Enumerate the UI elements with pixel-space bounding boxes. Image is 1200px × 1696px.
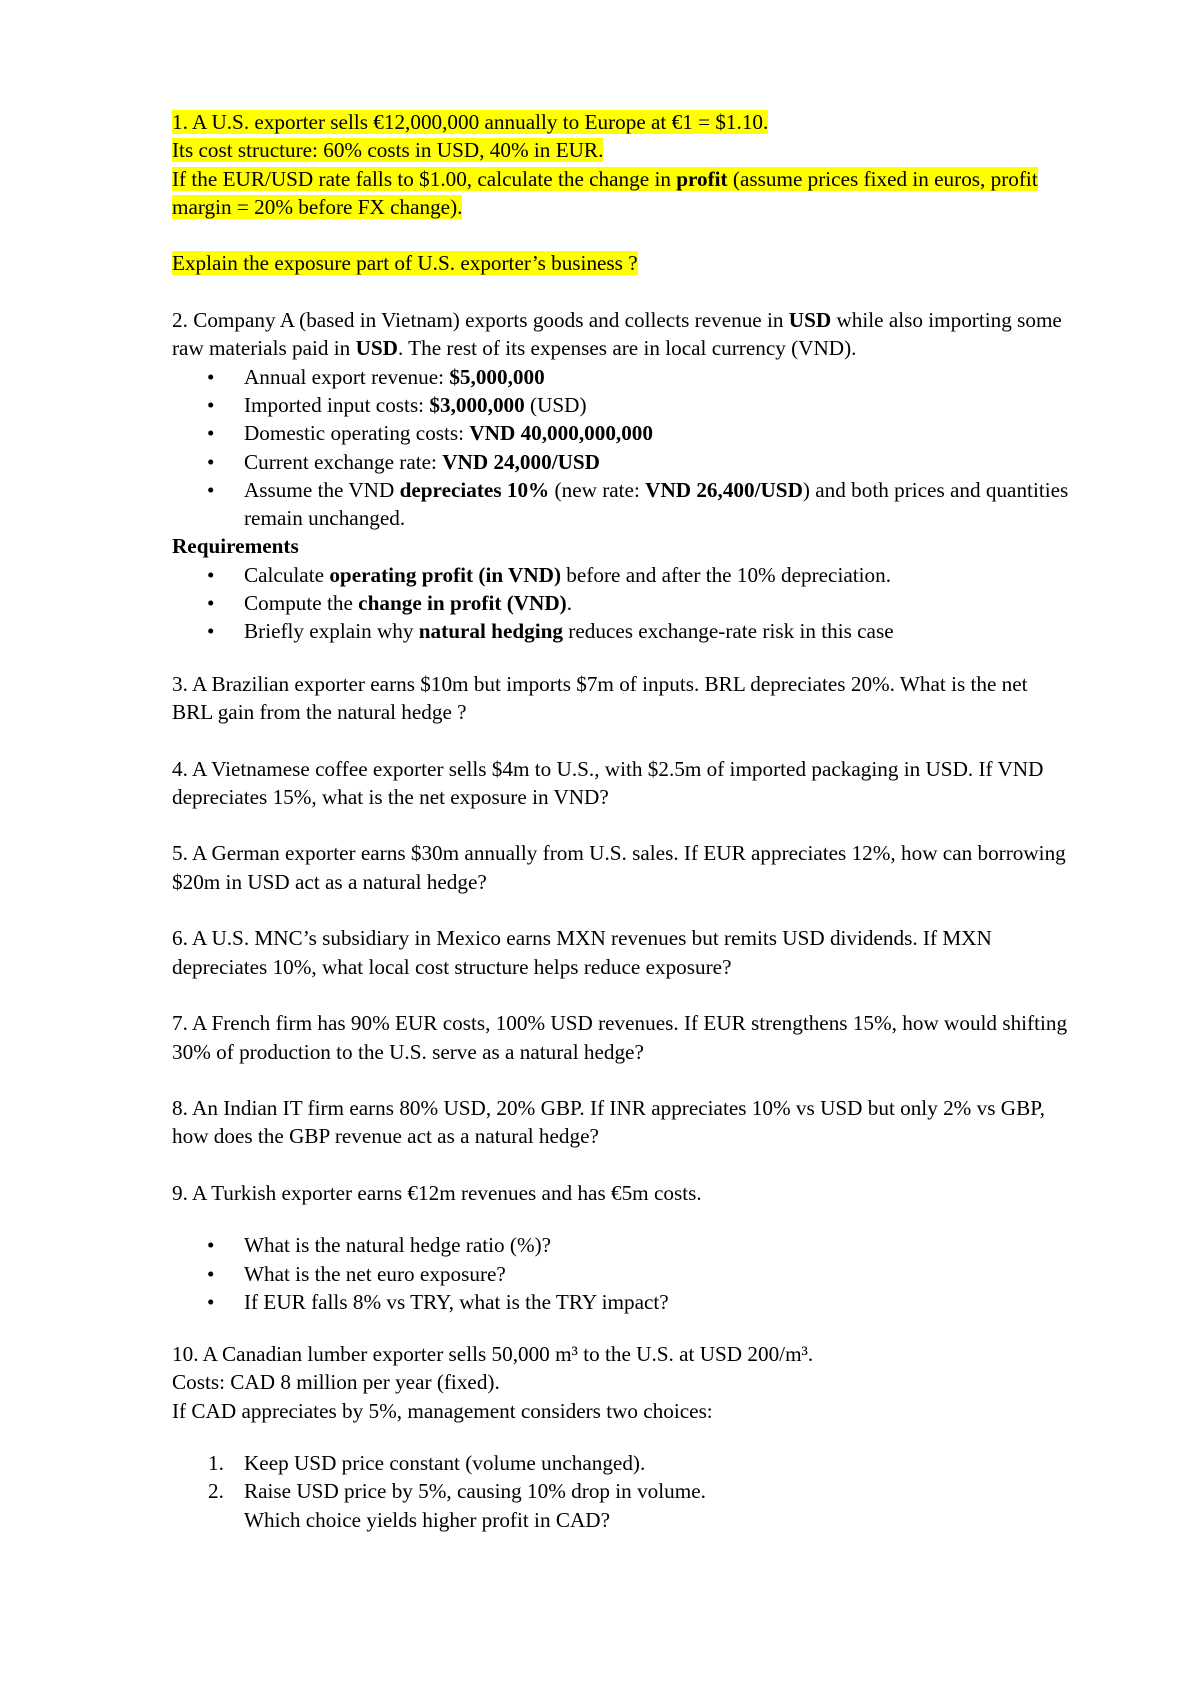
bullet-icon: •	[207, 1233, 215, 1258]
q2-requirements-list	[172, 561, 1070, 646]
list-item: • Briefly explain why natural hedging reduces exchange-rate risk in this case	[244, 617, 1070, 645]
q9-list	[172, 1231, 1070, 1316]
list-item: 1. Keep USD price constant (volume unchanged).	[208, 1451, 646, 1476]
q1-line3: If the EUR/USD rate falls to $1.00, calculate the change in profit (assume prices fixed in euros, profit margin = 20% before FX change).	[172, 166, 1038, 219]
question-4: 4. A Vietnamese coffee exporter sells $4m to U.S., with $2.5m of imported packaging in USD. If VND depreciates 15%, what is the net exposure in VND?	[172, 756, 1044, 809]
list-item: • What is the net euro exposure?	[244, 1260, 1070, 1288]
q10-closing: Which choice yields higher profit in CAD?	[244, 1507, 610, 1532]
list-item: • Compute the change in profit (VND).	[244, 589, 1070, 617]
question-8: 8. An Indian IT firm earns 80% USD, 20% GBP. If INR appreciates 10% vs USD but only 2% vs GBP, how does the GBP revenue act as a natural hedge?	[172, 1096, 1045, 1149]
list-item: • Annual export revenue: $5,000,000	[244, 363, 1070, 391]
q10-choices	[172, 1449, 1070, 1534]
list-item: • Domestic operating costs: VND 40,000,000,000	[244, 419, 1070, 447]
list-item: • What is the natural hedge ratio (%)?	[244, 1231, 1070, 1259]
q10-line1: 10. A Canadian lumber exporter sells 50,000 m³ to the U.S. at USD 200/m³.	[172, 1342, 814, 1367]
q1-line1: 1. A U.S. exporter sells €12,000,000 annually to Europe at €1 = $1.10.	[172, 110, 769, 134]
bullet-icon: •	[207, 449, 215, 474]
list-item: • Imported input costs: $3,000,000 (USD)	[244, 391, 1070, 419]
question-6: 6. A U.S. MNC’s subsidiary in Mexico earns MXN revenues but remits USD dividends. If MXN depreciates 10%, what local cost structure helps reduce exposure?	[172, 926, 992, 979]
q10-line2: Costs: CAD 8 million per year (fixed).	[172, 1370, 500, 1395]
q1-line2: Its cost structure: 60% costs in USD, 40% in EUR.	[172, 138, 604, 163]
bullet-icon: •	[207, 421, 215, 446]
bullet-icon: •	[207, 364, 215, 389]
bullet-icon: •	[207, 619, 215, 644]
list-item: • Current exchange rate: VND 24,000/USD	[244, 448, 1070, 476]
question-10	[172, 1340, 1070, 1534]
bullet-icon: •	[207, 1261, 215, 1286]
question-5: 5. A German exporter earns $30m annually from U.S. sales. If EUR appreciates 12%, how can borrowing $20m in USD act as a natural hedge?	[172, 841, 1066, 894]
question-2	[172, 306, 1070, 646]
q10-line3: If CAD appreciates by 5%, management considers two choices:	[172, 1398, 713, 1423]
q9-intro: 9. A Turkish exporter earns €12m revenues and has €5m costs.	[172, 1180, 702, 1205]
q1-explain: Explain the exposure part of U.S. exporter’s business ?	[172, 251, 638, 276]
bullet-icon: •	[207, 1289, 215, 1314]
q2-intro: 2. Company A (based in Vietnam) exports goods and collects revenue in USD while also importing some raw materials paid in USD. The rest of its expenses are in local currency (VND).	[172, 308, 1062, 361]
q2-data-list	[172, 363, 1070, 533]
bullet-icon: •	[207, 477, 215, 502]
question-1	[172, 108, 1070, 278]
list-item: • If EUR falls 8% vs TRY, what is the TRY impact?	[244, 1288, 1070, 1316]
question-7: 7. A French firm has 90% EUR costs, 100% USD revenues. If EUR strengthens 15%, how would shifting 30% of production to the U.S. serve as a natural hedge?	[172, 1011, 1068, 1064]
question-9	[172, 1179, 1070, 1316]
list-item: • Calculate operating profit (in VND) before and after the 10% depreciation.	[244, 561, 1070, 589]
list-item: • Assume the VND depreciates 10% (new rate: VND 26,400/USD) and both prices and quantities remain unchanged.	[207, 477, 1069, 531]
list-item: 2. Raise USD price by 5%, causing 10% drop in volume. Which choice yields higher profit in CAD?	[208, 1479, 706, 1532]
question-3: 3. A Brazilian exporter earns $10m but imports $7m of inputs. BRL depreciates 20%. What is the net BRL gain from the natural hedge ?	[172, 671, 1028, 724]
bullet-icon: •	[207, 562, 215, 587]
bullet-icon: •	[207, 591, 215, 616]
bullet-icon: •	[207, 392, 215, 417]
q2-requirements-title: Requirements	[172, 534, 299, 559]
